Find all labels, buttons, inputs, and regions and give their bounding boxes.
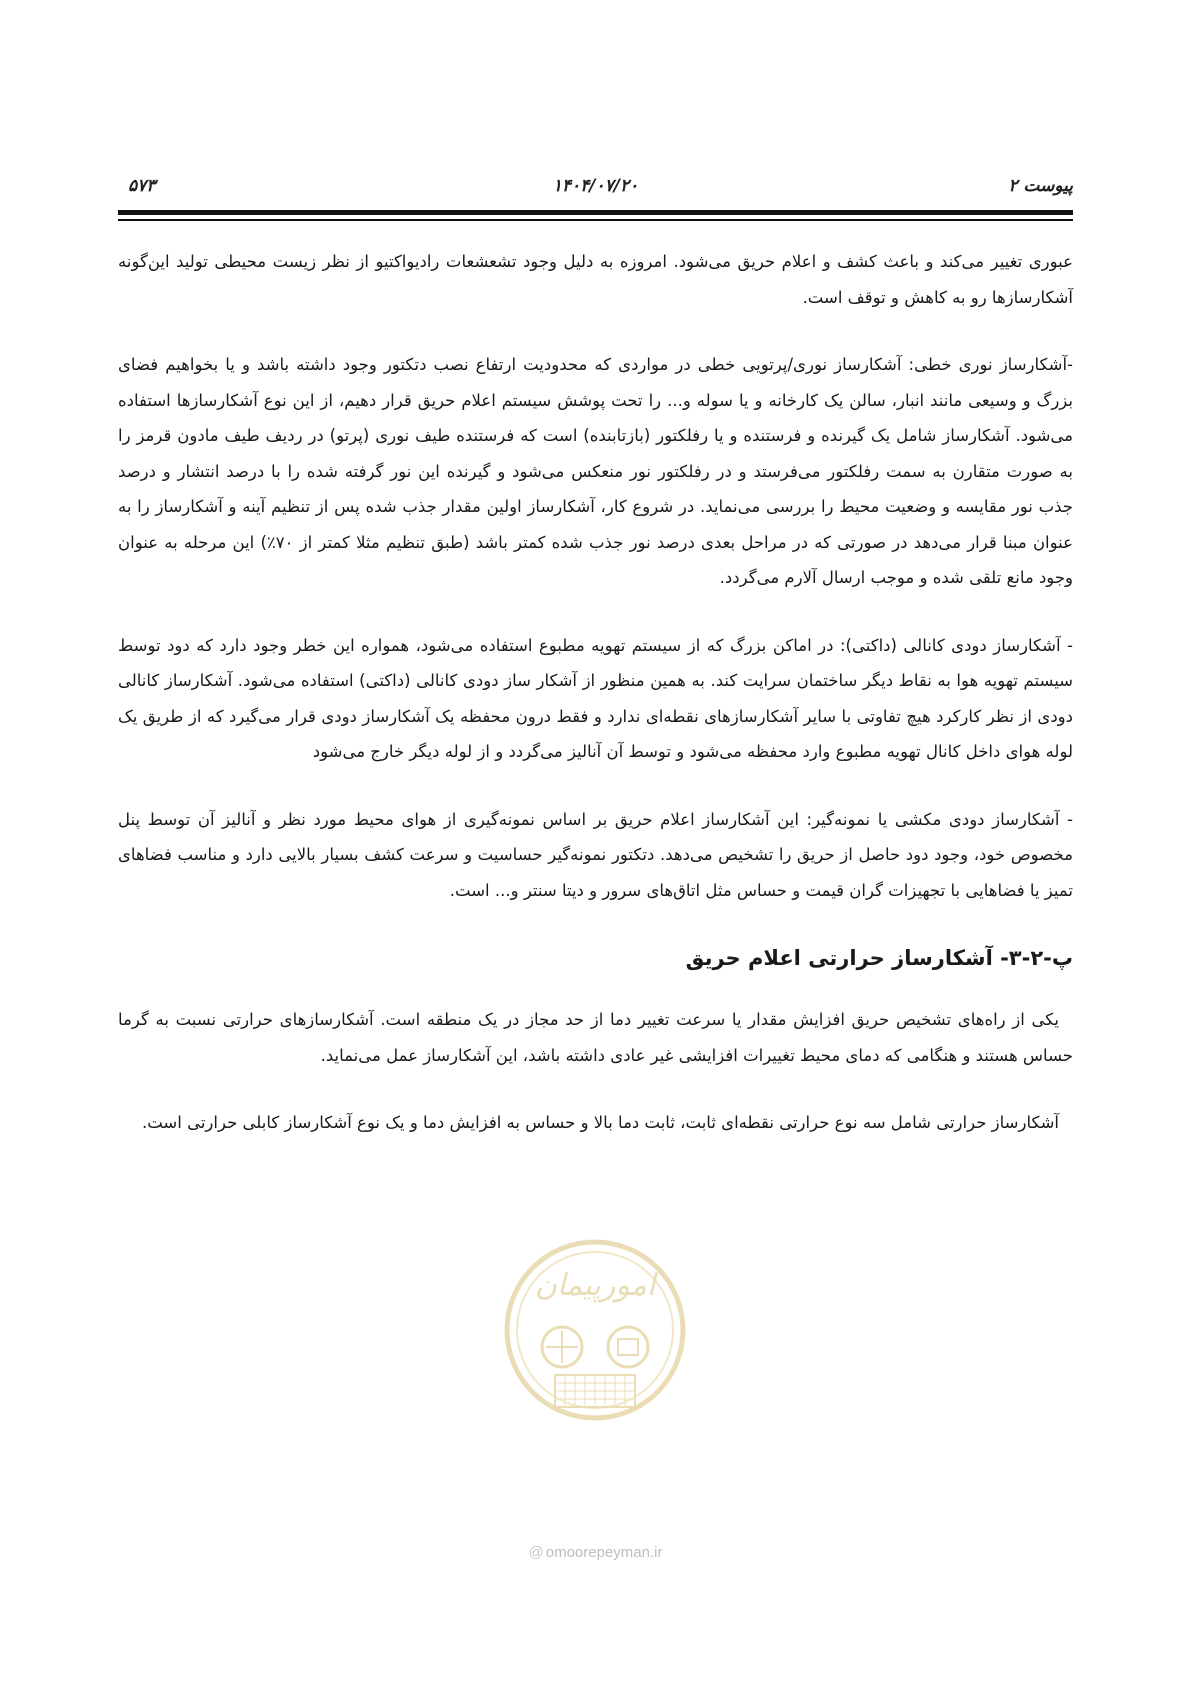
page-header [118,168,1073,204]
header-date: ۱۴۰۴/۰۷/۲۰ [552,176,639,196]
watermark-url: @ omoorepeyman.ir [528,1544,663,1561]
at-sign-icon: @ [528,1544,544,1561]
watermark-logo-text: امورپیمان [534,1268,656,1303]
page-number: ۵۷۳ [128,176,156,196]
paragraph-heat-detection-intro: یکی از راه‌های تشخیص حریق افزایش مقدار یا سرعت تغییر دما از حد مجاز در یک منطقه است. آشکارسازهای حرارتی نسبت به گرما حساس هستند و هنگامی که دمای محیط تغییرات افزایشی غیر عادی داشته باشد، این آشکارساز عمل می‌نماید. [118,1010,1073,1065]
paragraph-heat-detector-types: آشکارساز حرارتی شامل سه نوع حرارتی نقطه‌ای ثابت، ثابت دما بالا و حساس به افزایش دما و یک نوع آشکارساز کابلی حرارتی است. [141,1113,1059,1132]
header-rule-thin [118,219,1073,221]
paragraph-linear-beam-detector: -آشکارساز نوری خطی: آشکارساز نوری/پرتویی خطی در مواردی که محدودیت ارتفاع نصب دتکتور وجود داشته باشد و یا بخواهیم فضای بزرگ و وسیعی مانند انبار، سالن یک کارخانه و یا سوله و... را تحت پوشش سیستم اعلام حریق قرار دهیم، از این نوع آشکارسازها استفاده می‌شود. آشکارساز شامل یک گیرنده و فرستنده و یا رفلکتور (بازتابنده) است که فرستنده طیف نوری (پرتو) در ردیف طیف مادون قرمز را به صورت متقارن به سمت رفلکتور می‌فرستد و در رفلکتور نور منعکس می‌شود و گیرنده این نور گرفته شده را با درصد انتشار و درصد جذب نور مقایسه و وضعیت محیط را بررسی می‌نماید. در شروع کار، آشکارساز اولین مقدار جذب شده پس از تنظیم آینه و آشکارساز را به عنوان مبنا قرار می‌دهد در صورتی که در مراحل بعدی درصد نور جذب شده کمتر باشد (طبق تنظیم مثلا کمتر از ۷۰٪) این مرحله به عنوان وجود مانع تلقی شده و موجب ارسال آلارم می‌گردد. [118,355,1073,587]
watermark-seal [500,1235,690,1465]
paragraph-radioactive-end: عبوری تغییر می‌کند و باعث کشف و اعلام حریق می‌شود. امروزه به دلیل وجود تشعشعات رادیواکتیو از نظر زیست محیطی تولید این‌گونه آشکارسازها رو به کاهش و توقف است. [118,252,1073,307]
section-heading-heat-detector: پ-۲-۳- آشکارساز حرارتی اعلام حریق [685,946,1073,970]
watermark-seal-icon [500,1235,690,1465]
page-body [118,244,1073,1173]
header-rule-thick [118,210,1073,215]
appendix-label: پیوست ۲ [1008,176,1073,196]
paragraph-aspirating-detector: - آشکارساز دودی مکشی یا نمونه‌گیر: این آشکارساز اعلام حریق بر اساس نمونه‌گیری از هوای محیط مورد نظر و آنالیز آن توسط پنل مخصوص خود، وجود دود حاصل از حریق را تشخیص می‌دهد. دتکتور نمونه‌گیر حساسیت و سرعت کشف بسیار بالایی دارد و مناسب فضاهای تمیز یا فضاهایی با تجهیزات گران قیمت و حساس مثل اتاق‌های سرور و دیتا سنتر و... است. [118,809,1073,900]
paragraph-duct-smoke-detector: - آشکارساز دودی کانالی (داکتی): در اماکن بزرگ که از سیستم تهویه مطبوع استفاده می‌شود، همواره این خطر وجود دارد که دود توسط سیستم تهویه هوا به نقاط دیگر ساختمان سرایت کند. به همین منظور از آشکار ساز دودی کانالی (داکتی) استفاده می‌شود. آشکارساز کانالی دودی از نظر کارکرد هیچ تفاوتی با سایر آشکارسازهای نقطه‌ای ندارد و فقط درون محفظه یک آشکارساز دودی قرار می‌گیرد که از طریق یک لوله هوای داخل کانال تهویه مطبوع وارد محفظه می‌شود و توسط آن آنالیز می‌گردد و از لوله دیگر خارج می‌شود [118,635,1073,761]
